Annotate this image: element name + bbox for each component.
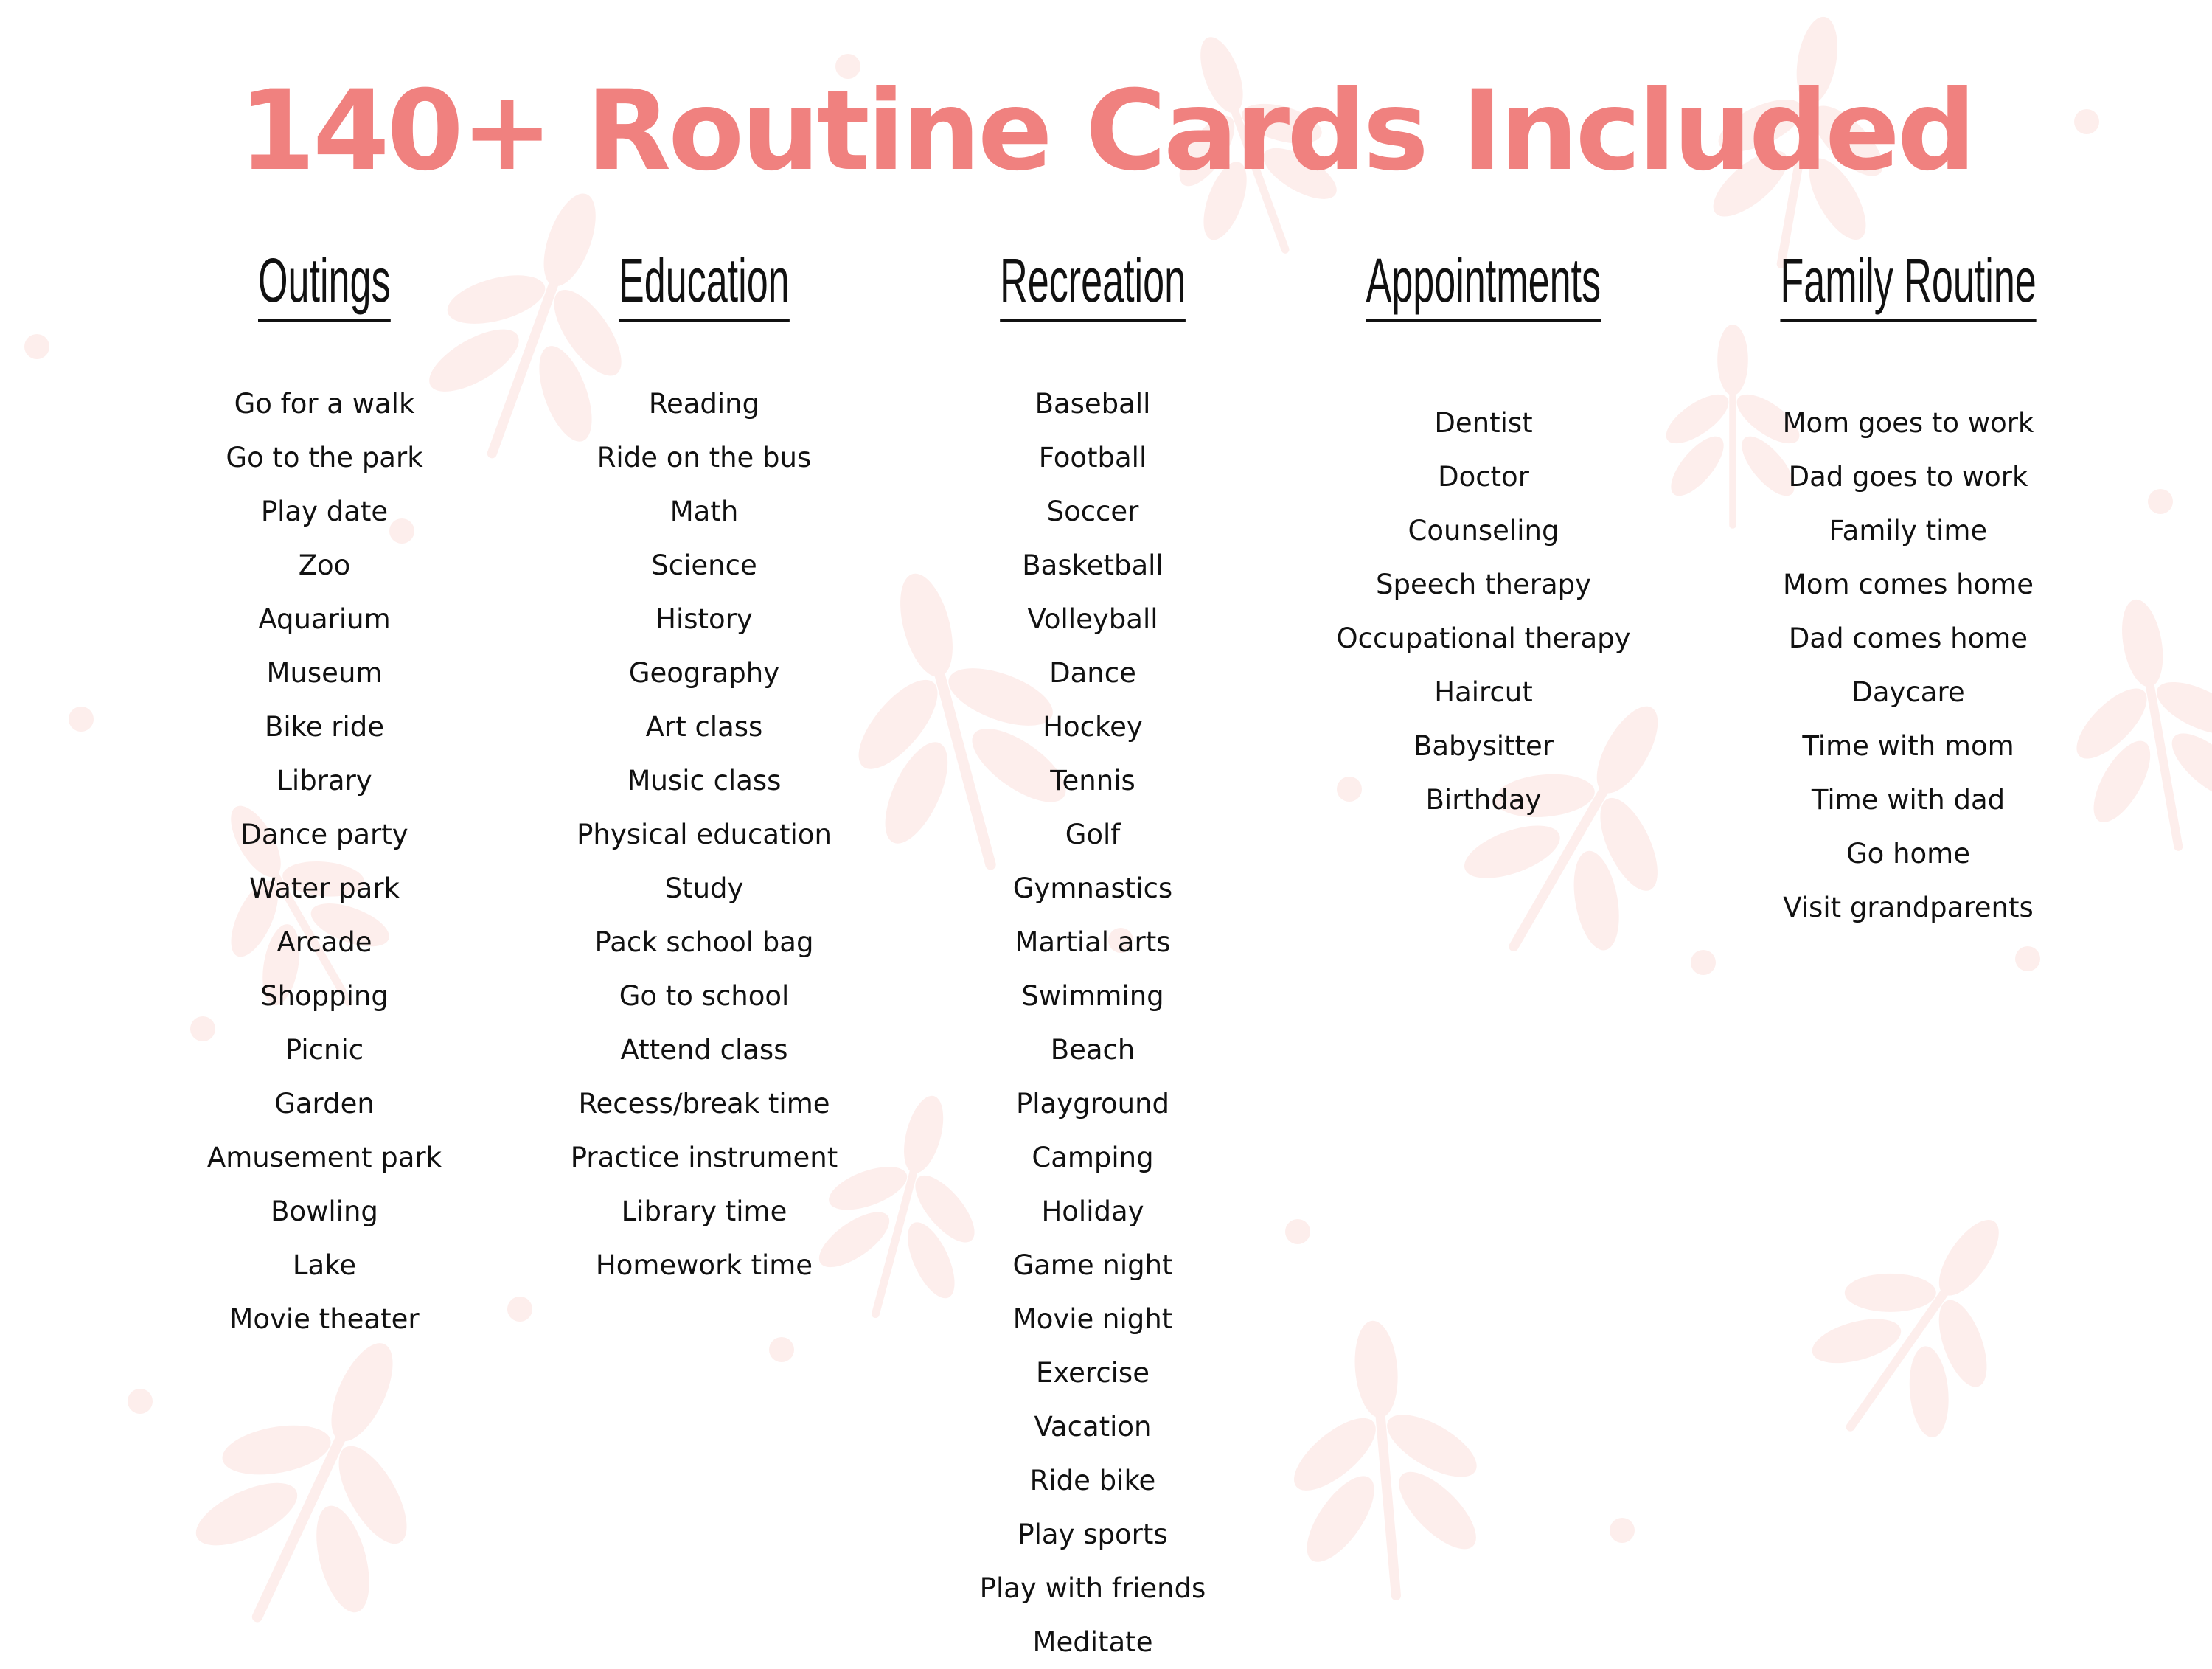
list-item: Birthday (1425, 784, 1542, 816)
list-item: Exercise (1036, 1357, 1150, 1389)
column-heading: Education (619, 243, 790, 322)
leaf-sprig (1270, 1312, 1498, 1605)
list-item: Baseball (1034, 388, 1151, 420)
column-family-routine (1702, 243, 2115, 934)
list-item: Water park (249, 872, 400, 904)
list-item: Lake (292, 1249, 357, 1281)
decor-dot (69, 707, 94, 732)
page-title: 140+ Routine Cards Included (238, 67, 1974, 195)
list-item: Game night (1012, 1249, 1173, 1281)
list-item: Occupational therapy (1336, 622, 1631, 654)
list-item: Play date (260, 496, 389, 527)
list-item: Dance (1049, 657, 1136, 689)
list-item: Physical education (577, 819, 832, 850)
column-heading: Recreation (1000, 243, 1186, 322)
list-item: Recess/break time (578, 1088, 830, 1120)
list-item: Arcade (276, 926, 372, 958)
column-heading-wrap (1702, 243, 2115, 330)
decor-dot (1691, 950, 1716, 975)
item-list (118, 377, 531, 1346)
list-item: Reading (648, 388, 760, 420)
list-item: Gymnastics (1012, 872, 1173, 904)
list-item: Picnic (285, 1034, 364, 1066)
list-item: Play with friends (979, 1572, 1206, 1604)
list-item: Tennis (1050, 765, 1135, 797)
list-item: Mom goes to work (1782, 407, 2034, 439)
list-item: Homework time (595, 1249, 813, 1281)
list-item: Library time (621, 1196, 787, 1227)
list-item: Go for a walk (234, 388, 415, 420)
list-item: Holiday (1041, 1196, 1144, 1227)
list-item: Basketball (1022, 549, 1164, 581)
column-heading-wrap (118, 243, 531, 330)
leaf-sprig (1775, 1168, 2070, 1480)
list-item: Volleyball (1027, 603, 1158, 635)
list-item: Garden (274, 1088, 375, 1120)
column-heading-wrap (498, 243, 911, 330)
list-item: Science (651, 549, 757, 581)
list-item: Aquarium (258, 603, 391, 635)
item-list (1702, 396, 2115, 934)
list-item: Go home (1846, 838, 1970, 870)
column-recreation (886, 243, 1299, 1669)
column-appointments (1277, 243, 1690, 827)
list-item: Go to school (619, 980, 790, 1012)
decor-dot (128, 1389, 153, 1414)
item-list (498, 377, 911, 1292)
list-item: Camping (1032, 1142, 1154, 1173)
list-item: Play sports (1018, 1519, 1168, 1550)
list-item: Geography (628, 657, 780, 689)
list-item: Haircut (1434, 676, 1533, 708)
column-heading: Outings (258, 243, 390, 322)
list-item: Counseling (1408, 515, 1559, 546)
column-heading-wrap (886, 243, 1299, 330)
list-item: Babysitter (1413, 730, 1554, 762)
list-item: Library (276, 765, 372, 797)
item-list (1277, 396, 1690, 827)
column-outings (118, 243, 531, 1346)
list-item: Practice instrument (570, 1142, 838, 1173)
list-item: Playground (1015, 1088, 1170, 1120)
list-item: Attend class (620, 1034, 788, 1066)
list-item: Bike ride (264, 711, 385, 743)
list-item: Movie theater (229, 1303, 420, 1335)
list-item: Beach (1050, 1034, 1135, 1066)
list-item: Meditate (1032, 1626, 1153, 1658)
list-item: Mom comes home (1782, 569, 2034, 600)
list-item: Ride on the bus (597, 442, 812, 473)
list-item: Pack school bag (594, 926, 814, 958)
item-list (886, 377, 1299, 1669)
list-item: Ride bike (1029, 1465, 1156, 1496)
list-item: Time with dad (1811, 784, 2006, 816)
list-item: Doctor (1438, 461, 1529, 493)
list-item: Family time (1829, 515, 1988, 546)
list-item: Football (1038, 442, 1147, 473)
list-item: Speech therapy (1375, 569, 1592, 600)
decor-dot (2148, 489, 2173, 514)
decor-dot (769, 1337, 794, 1362)
decor-dot (24, 334, 49, 359)
list-item: Study (664, 872, 744, 904)
list-item: Swimming (1021, 980, 1164, 1012)
list-item: History (655, 603, 753, 635)
list-item: Zoo (298, 549, 351, 581)
list-item: Go to the park (226, 442, 423, 473)
list-item: Art class (645, 711, 763, 743)
decor-dot (2015, 946, 2040, 971)
list-item: Dentist (1434, 407, 1533, 439)
list-item: Golf (1065, 819, 1121, 850)
column-education (498, 243, 911, 1292)
list-item: Bowling (271, 1196, 378, 1227)
list-item: Shopping (260, 980, 389, 1012)
list-item: Visit grandparents (1783, 892, 2034, 923)
decor-dot (1610, 1518, 1635, 1543)
list-item: Time with mom (1802, 730, 2014, 762)
list-item: Music class (627, 765, 782, 797)
column-heading: Appointments (1366, 243, 1601, 322)
column-heading-wrap (1277, 243, 1690, 330)
list-item: Dad goes to work (1788, 461, 2028, 493)
list-item: Movie night (1012, 1303, 1173, 1335)
list-item: Vacation (1034, 1411, 1152, 1443)
list-item: Amusement park (206, 1142, 442, 1173)
list-item: Dance party (240, 819, 408, 850)
list-item: Hockey (1043, 711, 1143, 743)
list-item: Soccer (1046, 496, 1139, 527)
leaf-sprig (156, 1297, 485, 1659)
list-item: Dad comes home (1788, 622, 2028, 654)
list-item: Daycare (1851, 676, 1965, 708)
list-item: Museum (266, 657, 383, 689)
column-heading: Family Routine (1780, 243, 2036, 322)
list-item: Math (669, 496, 739, 527)
list-item: Martial arts (1015, 926, 1171, 958)
